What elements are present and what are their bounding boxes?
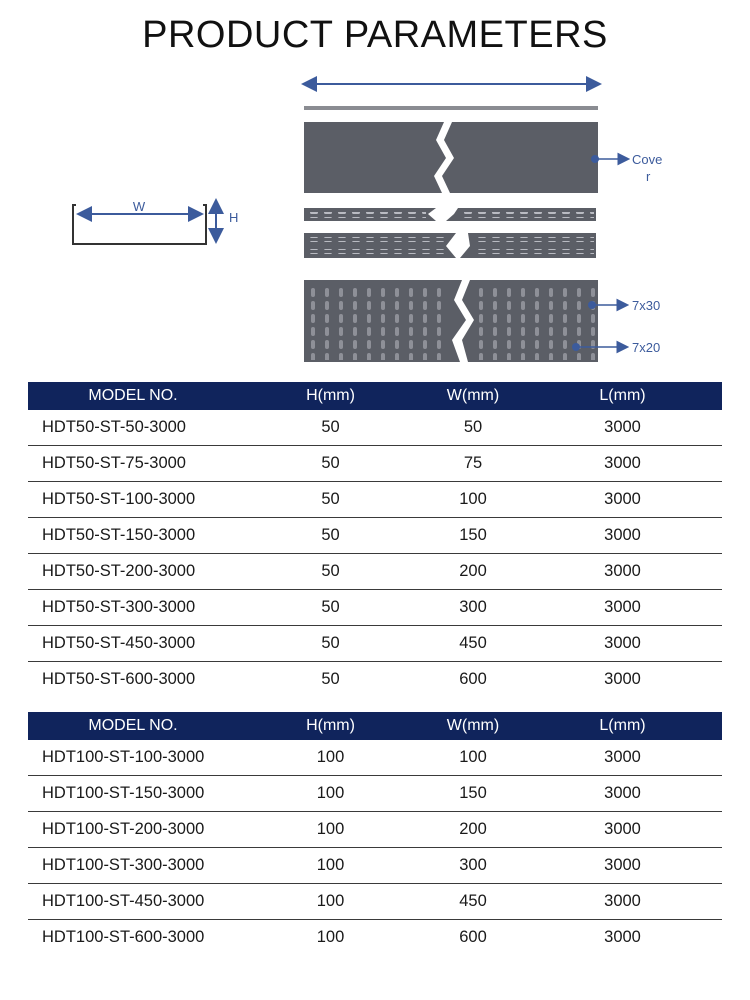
w-cell: 150 <box>423 776 523 812</box>
h-cell: 50 <box>238 626 423 662</box>
l-cell: 3000 <box>604 928 641 946</box>
l-cell: 3000 <box>523 446 722 482</box>
width-label: W <box>132 199 146 214</box>
model-cell: HDT100-ST-450-3000 <box>28 884 238 920</box>
l-cell: 3000 <box>523 812 722 848</box>
l-cell: 3000 <box>523 626 722 662</box>
h-cell: 50 <box>238 410 423 446</box>
h-cell: 100 <box>238 776 423 812</box>
w-cell: 450 <box>423 626 523 662</box>
w-cell: 100 <box>423 482 523 518</box>
h-cell: 100 <box>316 928 345 946</box>
header-w: W(mm) <box>423 712 523 740</box>
l-cell: 3000 <box>523 848 722 884</box>
l-cell: 3000 <box>523 776 722 812</box>
table-row <box>28 848 722 884</box>
hole-large-label: 7x30 <box>632 298 661 313</box>
w-cell: 200 <box>423 812 523 848</box>
h-cell: 50 <box>238 446 423 482</box>
perforated-strip-left <box>304 233 456 258</box>
product-diagram <box>0 0 750 375</box>
header-model: MODEL NO. <box>28 712 238 740</box>
w-cell: 100 <box>423 740 523 776</box>
w-cell: 200 <box>423 554 523 590</box>
h-cell: 50 <box>321 670 340 688</box>
table-row <box>28 662 722 698</box>
model-cell: HDT50-ST-50-3000 <box>28 410 238 446</box>
model-cell: HDT100-ST-150-3000 <box>28 776 238 812</box>
model-cell: HDT50-ST-300-3000 <box>28 590 238 626</box>
l-cell: 3000 <box>523 410 722 446</box>
table-row <box>28 920 722 956</box>
table-row <box>28 590 722 626</box>
table-row <box>28 884 722 920</box>
cover-panel-left <box>304 122 446 193</box>
w-cell: 50 <box>423 410 523 446</box>
spec-table-hdt100 <box>28 712 722 955</box>
h-cell: 50 <box>238 554 423 590</box>
hole-small-label: 7x20 <box>632 340 661 355</box>
h-cell: 100 <box>238 884 423 920</box>
header-h: H(mm) <box>238 712 423 740</box>
cover-label: Cove <box>632 152 663 167</box>
table-row <box>28 518 722 554</box>
table-row <box>28 776 722 812</box>
perforated-strip-right <box>460 233 596 258</box>
table-row <box>28 812 722 848</box>
table-row <box>28 626 722 662</box>
l-cell: 3000 <box>604 670 641 688</box>
table-header-row <box>28 712 722 740</box>
model-cell: HDT100-ST-100-3000 <box>28 740 238 776</box>
header-model: MODEL NO. <box>28 382 238 410</box>
h-cell: 50 <box>238 482 423 518</box>
header-l: L(mm) <box>523 712 722 740</box>
h-cell: 50 <box>238 590 423 626</box>
header-l: L(mm) <box>523 382 722 410</box>
w-cell: 75 <box>423 446 523 482</box>
table-row <box>28 482 722 518</box>
h-cell: 100 <box>238 848 423 884</box>
model-cell: HDT100-ST-600-3000 <box>42 928 205 946</box>
table-row <box>28 554 722 590</box>
model-cell: HDT50-ST-450-3000 <box>28 626 238 662</box>
h-cell: 100 <box>238 812 423 848</box>
table-row <box>28 446 722 482</box>
l-cell: 3000 <box>523 884 722 920</box>
table-row <box>28 740 722 776</box>
w-cell: 300 <box>423 848 523 884</box>
height-label: H <box>229 210 239 225</box>
h-cell: 100 <box>238 740 423 776</box>
model-cell: HDT50-ST-75-3000 <box>28 446 238 482</box>
l-cell: 3000 <box>523 590 722 626</box>
w-cell: 150 <box>423 518 523 554</box>
w-cell: 300 <box>423 590 523 626</box>
tray-illustration <box>0 0 750 375</box>
model-cell: HDT50-ST-200-3000 <box>28 554 238 590</box>
table-header-row <box>28 382 722 410</box>
model-cell: HDT50-ST-600-3000 <box>42 670 196 688</box>
header-w: W(mm) <box>423 382 523 410</box>
model-cell: HDT50-ST-100-3000 <box>28 482 238 518</box>
w-cell: 600 <box>459 928 487 946</box>
h-cell: 50 <box>238 518 423 554</box>
model-cell: HDT50-ST-150-3000 <box>28 518 238 554</box>
table-row <box>28 410 722 446</box>
w-cell: 450 <box>423 884 523 920</box>
spec-table-hdt50 <box>28 382 722 697</box>
l-cell: 3000 <box>523 554 722 590</box>
cover-label-wrap: r <box>646 169 651 184</box>
model-cell: HDT100-ST-300-3000 <box>28 848 238 884</box>
w-cell: 600 <box>459 670 487 688</box>
l-cell: 3000 <box>523 518 722 554</box>
page-title: PRODUCT PARAMETERS <box>142 14 608 56</box>
model-cell: HDT100-ST-200-3000 <box>28 812 238 848</box>
l-cell: 3000 <box>523 482 722 518</box>
l-cell: 3000 <box>523 740 722 776</box>
cover-panel-right <box>442 122 598 193</box>
header-h: H(mm) <box>238 382 423 410</box>
cover-top-edge <box>304 106 598 110</box>
